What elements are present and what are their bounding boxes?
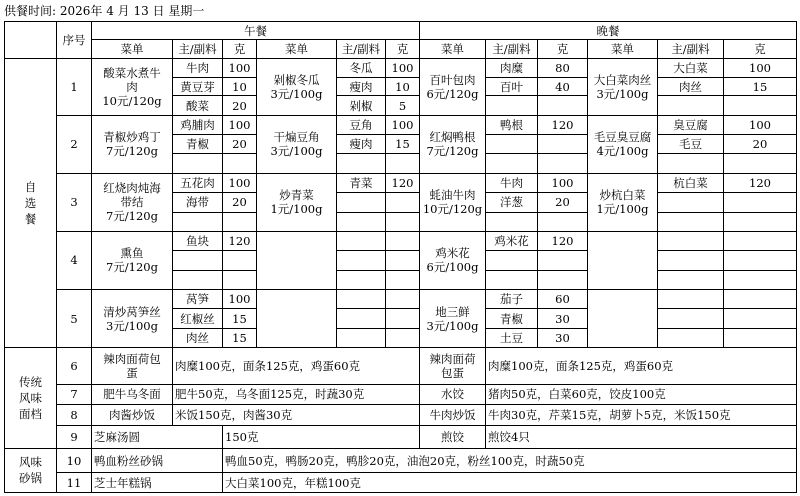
ingredient-grams: 20	[724, 135, 797, 154]
section-noodles: 传统 风味 面档	[5, 348, 57, 449]
ingredient-grams: 40	[538, 78, 588, 96]
col-grams: 克	[724, 40, 797, 58]
ingredient	[658, 96, 724, 115]
dish-ingredients: 鸭血50克，鸭肠20克，鸭胗20克，油泡20克，粉丝100克，时蔬50克	[223, 448, 797, 472]
ingredient-grams: 100	[724, 58, 797, 77]
dish-name: 大白菜肉丝 3元/100g	[588, 58, 658, 115]
ingredient-grams: 15	[386, 135, 420, 154]
col-ingredient: 主/副料	[173, 40, 223, 58]
section-claypot: 风味 砂锅	[5, 448, 57, 492]
ingredient	[173, 251, 223, 270]
ingredient-grams	[386, 270, 420, 289]
ingredient	[337, 193, 386, 212]
dish-name: 蚝油牛肉 10元/120g	[420, 173, 486, 231]
ingredient: 臭豆腐	[658, 115, 724, 134]
ingredient: 海带	[173, 193, 223, 212]
dish-name: 干煸豆角 3元/100g	[257, 115, 337, 173]
ingredient: 黄豆芽	[173, 78, 223, 96]
row-seq: 5	[57, 289, 92, 347]
dish-name: 地三鲜 3元/100g	[420, 289, 486, 347]
dish-ingredients: 牛肉30克，芹菜15克，胡萝卜5克，米饭150克	[486, 405, 797, 425]
ingredient-grams: 20	[223, 193, 257, 212]
col-grams: 克	[386, 40, 420, 58]
row-seq: 9	[57, 425, 92, 448]
ingredient	[486, 270, 538, 289]
ingredient-grams: 20	[538, 193, 588, 212]
ingredient	[658, 251, 724, 270]
dish-ingredients: 猪肉50克，白菜60克，饺皮100克	[486, 384, 797, 404]
col-dish: 菜单	[92, 40, 173, 58]
dish-name: 炒青菜 1元/100g	[257, 173, 337, 231]
ingredient: 百叶	[486, 78, 538, 96]
ingredient	[337, 270, 386, 289]
ingredient-grams	[386, 289, 420, 308]
ingredient: 土豆	[486, 328, 538, 347]
ingredient-grams	[724, 193, 797, 212]
ingredient-grams	[386, 251, 420, 270]
dish-ingredients: 肥牛50克，乌冬面125克，时蔬30克	[173, 384, 420, 404]
ingredient-grams: 120	[386, 173, 420, 192]
ingredient-grams	[724, 328, 797, 347]
ingredient-grams: 10	[223, 78, 257, 96]
col-seq: 序号	[57, 22, 92, 59]
ingredient	[337, 309, 386, 328]
ingredient-grams: 15	[223, 309, 257, 328]
section-self-select: 自 选 餐	[5, 58, 57, 347]
row-seq: 2	[57, 115, 92, 173]
ingredient	[173, 270, 223, 289]
ingredient: 鸡脯肉	[173, 115, 223, 134]
dish-name: 鸭血粉丝砂锅	[92, 448, 223, 472]
dish-name: 青椒炒鸡丁 7元/120g	[92, 115, 173, 173]
dish-name: 炒杭白菜 1元/100g	[588, 173, 658, 231]
ingredient	[658, 328, 724, 347]
ingredient	[658, 154, 724, 173]
ingredient: 剁椒	[337, 96, 386, 115]
ingredient-grams	[386, 193, 420, 212]
ingredient	[658, 289, 724, 308]
ingredient: 红椒丝	[173, 309, 223, 328]
row-seq: 7	[57, 384, 92, 404]
ingredient-grams	[223, 270, 257, 289]
ingredient	[337, 212, 386, 231]
dish-ingredients: 米饭150克，肉酱30克	[173, 405, 420, 425]
serving-date: 供餐时间: 2026年 4 月 13 日 星期一	[4, 4, 205, 18]
dish-name	[257, 289, 337, 347]
row-seq: 6	[57, 348, 92, 385]
ingredient-grams	[386, 231, 420, 250]
dish-name: 肉酱炒饭	[92, 405, 173, 425]
ingredient: 青菜	[337, 173, 386, 192]
ingredient-grams: 20	[223, 135, 257, 154]
dish-ingredients: 150克	[223, 425, 420, 448]
ingredient-grams	[724, 309, 797, 328]
dish-name: 红烧肉炖海 带结 7元/120g	[92, 173, 173, 231]
dish-name: 熏鱼 7元/120g	[92, 231, 173, 289]
dish-name: 煎饺	[420, 425, 486, 448]
lunch-title: 午餐	[92, 22, 420, 40]
ingredient: 鸡米花	[486, 231, 538, 250]
ingredient: 瘦肉	[337, 78, 386, 96]
ingredient	[658, 231, 724, 250]
ingredient-grams: 30	[538, 309, 588, 328]
col-ingredient: 主/副料	[337, 40, 386, 58]
ingredient: 肉丝	[658, 78, 724, 96]
col-grams: 克	[223, 40, 257, 58]
row-seq: 10	[57, 448, 92, 472]
dish-ingredients: 肉糜100克，面条125克，鸡蛋60克	[173, 348, 420, 385]
ingredient: 茄子	[486, 289, 538, 308]
ingredient: 洋葱	[486, 193, 538, 212]
ingredient-grams	[223, 154, 257, 173]
dish-name: 红焖鸭根 7元/120g	[420, 115, 486, 173]
ingredient-grams: 20	[223, 96, 257, 115]
dish-name	[588, 231, 658, 289]
ingredient-grams: 120	[724, 173, 797, 192]
ingredient-grams: 15	[724, 78, 797, 96]
dish-name: 牛肉炒饭	[420, 405, 486, 425]
ingredient	[486, 154, 538, 173]
ingredient-grams: 120	[538, 115, 588, 134]
ingredient	[337, 289, 386, 308]
ingredient: 瘦肉	[337, 135, 386, 154]
ingredient	[486, 96, 538, 115]
dish-name: 芝麻汤圆	[92, 425, 223, 448]
row-seq: 3	[57, 173, 92, 231]
ingredient	[658, 309, 724, 328]
dish-name: 毛豆臭豆腐 4元/100g	[588, 115, 658, 173]
dinner-title: 晚餐	[420, 22, 797, 40]
ingredient-grams: 10	[386, 78, 420, 96]
ingredient	[173, 212, 223, 231]
ingredient-grams: 100	[223, 173, 257, 192]
ingredient	[486, 135, 538, 154]
ingredient	[486, 212, 538, 231]
ingredient: 豆角	[337, 115, 386, 134]
ingredient-grams: 80	[538, 58, 588, 77]
dish-ingredients: 大白菜100克，年糕100克	[223, 473, 797, 493]
ingredient-grams	[724, 251, 797, 270]
dish-name	[257, 231, 337, 289]
ingredient-grams	[724, 270, 797, 289]
ingredient-grams	[223, 251, 257, 270]
ingredient: 五花肉	[173, 173, 223, 192]
ingredient	[658, 193, 724, 212]
ingredient-grams: 60	[538, 289, 588, 308]
section-header-blank	[5, 22, 57, 59]
ingredient: 肉丝	[173, 328, 223, 347]
ingredient-grams: 100	[386, 115, 420, 134]
ingredient-grams	[538, 154, 588, 173]
ingredient-grams: 100	[386, 58, 420, 77]
ingredient: 酸菜	[173, 96, 223, 115]
ingredient	[337, 231, 386, 250]
ingredient: 青椒	[173, 135, 223, 154]
ingredient	[173, 154, 223, 173]
ingredient: 肉糜	[486, 58, 538, 77]
ingredient-grams	[538, 135, 588, 154]
dish-name: 芝士年糕锅	[92, 473, 223, 493]
dish-name: 辣肉面荷 包蛋	[420, 348, 486, 385]
dish-name: 肥牛乌冬面	[92, 384, 173, 404]
ingredient: 毛豆	[658, 135, 724, 154]
ingredient-grams	[538, 96, 588, 115]
dish-name: 水饺	[420, 384, 486, 404]
dish-ingredients: 肉糜100克，面条125克，鸡蛋60克	[486, 348, 797, 385]
dish-name: 剁椒冬瓜 3元/100g	[257, 58, 337, 115]
ingredient-grams	[538, 212, 588, 231]
ingredient-grams: 15	[223, 328, 257, 347]
col-dish: 菜单	[420, 40, 486, 58]
row-seq: 11	[57, 473, 92, 493]
dish-ingredients: 煎饺4只	[486, 425, 797, 448]
col-ingredient: 主/副料	[658, 40, 724, 58]
ingredient	[337, 154, 386, 173]
ingredient: 鸭根	[486, 115, 538, 134]
dish-name: 酸菜水煮牛 肉 10元/120g	[92, 58, 173, 115]
ingredient-grams: 100	[223, 115, 257, 134]
ingredient: 牛肉	[486, 173, 538, 192]
ingredient-grams	[538, 270, 588, 289]
ingredient-grams	[386, 309, 420, 328]
col-ingredient: 主/副料	[486, 40, 538, 58]
ingredient-grams	[724, 96, 797, 115]
ingredient-grams: 120	[538, 231, 588, 250]
ingredient-grams: 120	[223, 231, 257, 250]
ingredient: 杭白菜	[658, 173, 724, 192]
ingredient-grams	[386, 154, 420, 173]
ingredient: 莴笋	[173, 289, 223, 308]
ingredient-grams: 100	[223, 58, 257, 77]
dish-name: 辣肉面荷包 蛋	[92, 348, 173, 385]
ingredient	[658, 270, 724, 289]
row-seq: 1	[57, 58, 92, 115]
row-seq: 8	[57, 405, 92, 425]
dish-name: 鸡米花 6元/100g	[420, 231, 486, 289]
ingredient	[658, 212, 724, 231]
col-dish: 菜单	[588, 40, 658, 58]
col-grams: 克	[538, 40, 588, 58]
ingredient: 青椒	[486, 309, 538, 328]
ingredient-grams: 100	[223, 289, 257, 308]
dish-name	[588, 289, 658, 347]
dish-name: 清炒莴笋丝 3元/100g	[92, 289, 173, 347]
ingredient: 大白菜	[658, 58, 724, 77]
ingredient-grams	[724, 154, 797, 173]
ingredient-grams	[223, 212, 257, 231]
ingredient-grams: 5	[386, 96, 420, 115]
ingredient-grams	[386, 328, 420, 347]
ingredient: 牛肉	[173, 58, 223, 77]
ingredient-grams	[386, 212, 420, 231]
ingredient-grams: 100	[538, 173, 588, 192]
ingredient-grams: 30	[538, 328, 588, 347]
ingredient: 鱼块	[173, 231, 223, 250]
dish-name: 百叶包肉 6元/120g	[420, 58, 486, 115]
row-seq: 4	[57, 231, 92, 289]
ingredient: 冬瓜	[337, 58, 386, 77]
ingredient	[337, 328, 386, 347]
ingredient	[486, 251, 538, 270]
ingredient	[337, 251, 386, 270]
ingredient-grams	[724, 289, 797, 308]
col-dish: 菜单	[257, 40, 337, 58]
ingredient-grams: 100	[724, 115, 797, 134]
ingredient-grams	[724, 212, 797, 231]
ingredient-grams	[538, 251, 588, 270]
ingredient-grams	[724, 231, 797, 250]
menu-table	[4, 21, 797, 493]
